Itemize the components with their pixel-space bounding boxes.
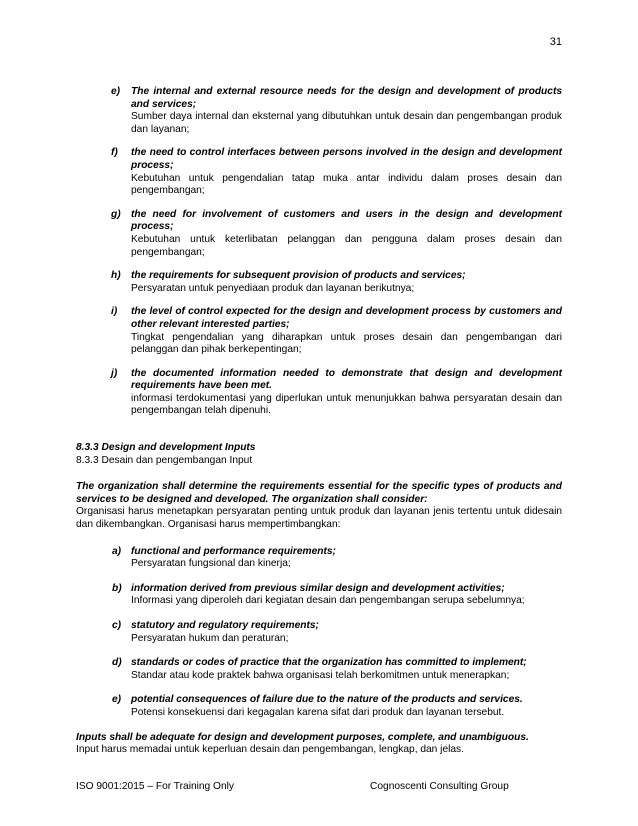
closing-statement xyxy=(76,732,562,757)
list-marker: e) xyxy=(111,86,121,97)
item-text-indonesian: Sumber daya internal dan eksternal yang dibutuhkan untuk desain dan pengembangan produk dan layanan; xyxy=(131,111,562,135)
item-text-english: standards or codes of practice that the organization has committed to implement; xyxy=(131,657,527,669)
section-title: Design and development Inputs xyxy=(101,442,256,454)
design-requirements-list-continued xyxy=(76,86,562,418)
list-marker: d) xyxy=(112,657,122,669)
section-intro xyxy=(76,481,562,531)
item-text-indonesian: Persyaratan hukum dan peraturan; xyxy=(131,632,289,644)
design-inputs-list xyxy=(76,546,562,720)
intro-english: The organization shall determine the requirements essential for the specific types of products and services to be designed and developed. The organization shall consider: xyxy=(76,481,562,505)
list-marker: b) xyxy=(112,582,122,594)
item-text-english: the documented information needed to demonstrate that design and development requirements have been met. xyxy=(131,367,562,392)
item-text-indonesian: Informasi yang diperoleh dari kegiatan desain dan pengembangan serupa sebelumnya; xyxy=(131,595,525,607)
item-text-english: potential consequences of failure due to the nature of the products and services. xyxy=(131,694,523,706)
list-item xyxy=(76,147,562,197)
item-text-english: the need to control interfaces between persons involved in the design and development process; xyxy=(131,147,562,171)
list-item xyxy=(76,306,562,356)
list-item xyxy=(76,270,562,295)
item-text-indonesian: Kebutuhan untuk pengendalian tatap muka antar individu dalam proses desain dan pengembangan; xyxy=(131,172,562,197)
item-text-english: information derived from previous similar design and development activities; xyxy=(131,582,505,594)
list-marker: h) xyxy=(111,270,121,282)
closing-english: Inputs shall be adequate for design and development purposes, complete, and unambiguous. xyxy=(76,731,529,743)
item-text-english: the level of control expected for the design and development process by customers and other relevant interested parties; xyxy=(131,306,562,330)
item-text-indonesian: informasi terdokumentasi yang diperlukan untuk menunjukkan bahwa persyaratan desain dan pengembangan telah dipenuhi. xyxy=(131,392,562,417)
footer-right-text: Cognoscenti Consulting Group xyxy=(370,781,509,792)
section-number: 8.3.3 xyxy=(76,442,99,454)
item-text-indonesian: Standar atau kode praktek bahwa organisasi telah berkomitmen untuk menerapkan; xyxy=(131,669,510,681)
list-marker: i) xyxy=(111,306,118,318)
item-text-indonesian: Persyaratan fungsional dan kinerja; xyxy=(131,558,291,570)
list-marker: f) xyxy=(111,147,118,159)
intro-indonesian: Organisasi harus menetapkan persyaratan penting untuk produk dan layanan jenis tertentu untuk didesain dan dikembangkan. Organisasi harus mempertimbangkan: xyxy=(76,506,562,531)
section-heading-indonesian: 8.3.3 Desain dan pengembangan Input xyxy=(76,454,253,466)
list-item xyxy=(76,620,562,645)
list-item xyxy=(76,86,562,136)
page-number: 31 xyxy=(549,36,562,48)
item-text-indonesian: Potensi konsekuensi dari kegagalan karena sifat dari produk dan layanan tersebut. xyxy=(131,706,505,718)
item-text-english: the requirements for subsequent provision of products and services; xyxy=(131,270,466,282)
item-text-english: the need for involvement of customers and users in the design and development process; xyxy=(131,208,562,233)
list-marker: g) xyxy=(111,208,121,220)
list-item xyxy=(76,368,562,418)
list-item xyxy=(76,694,562,719)
item-text-english: The internal and external resource needs for the design and development of products and services; xyxy=(131,86,562,110)
item-text-indonesian: Tingkat pengendalian yang diharapkan untuk proses desain dan pengembangan dari pelanggan dan pihak berkepentingan; xyxy=(131,331,562,356)
list-marker: j) xyxy=(111,367,118,379)
list-marker: a) xyxy=(112,545,122,557)
list-marker: c) xyxy=(112,620,122,631)
list-marker: e) xyxy=(112,694,122,706)
item-text-indonesian: Persyaratan untuk penyediaan produk dan layanan berikutnya; xyxy=(131,282,415,294)
closing-indonesian: Input harus memadai untuk keperluan desain dan pengembangan, lengkap, dan jelas. xyxy=(76,744,464,756)
list-item xyxy=(76,583,562,608)
document-body xyxy=(76,86,562,757)
list-item xyxy=(76,657,562,682)
footer-left-text: ISO 9001:2015 – For Training Only xyxy=(76,781,234,792)
section-8-3-3 xyxy=(76,442,562,757)
list-item xyxy=(76,546,562,571)
item-text-english: statutory and regulatory requirements; xyxy=(131,620,319,631)
list-item xyxy=(76,209,562,259)
section-heading xyxy=(76,442,562,455)
item-text-english: functional and performance requirements; xyxy=(131,545,336,557)
item-text-indonesian: Kebutuhan untuk keterlibatan pelanggan dan pengguna dalam proses desain dan pengembangan; xyxy=(131,233,562,258)
